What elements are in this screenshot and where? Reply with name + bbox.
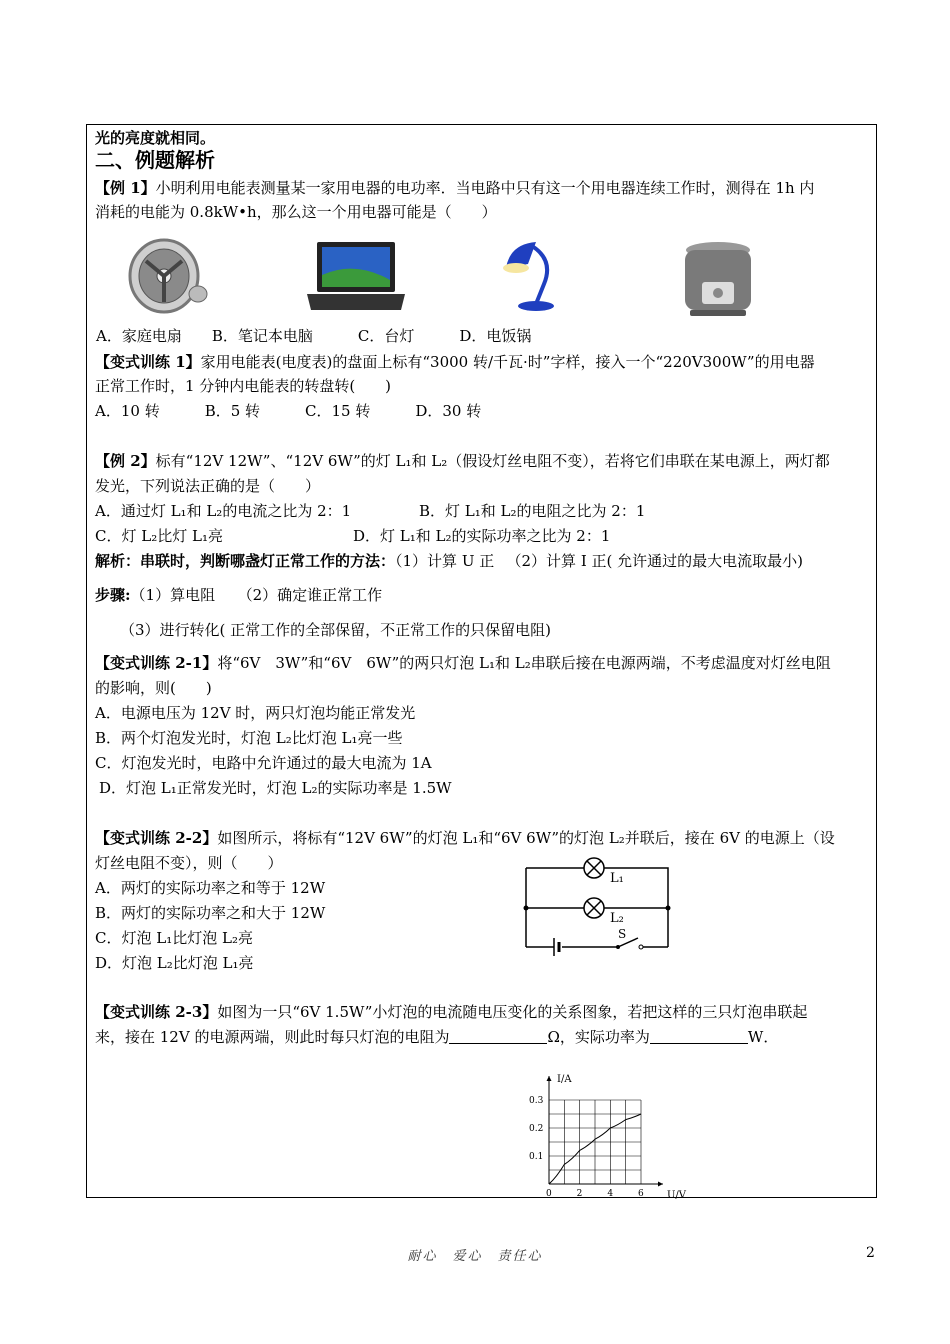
variant-2-2-option-c: C．灯泡 L₁比灯泡 L₂亮 — [95, 929, 253, 947]
example-1-options: A．家庭电扇 B．笔记本电脑 C．台灯 D．电饭锅 — [96, 327, 532, 345]
variant-1-options: A．10 转 B．5 转 C．15 转 D．30 转 — [95, 402, 482, 420]
variant-2-3-tag: 【变式训练 2-3】 — [95, 1003, 218, 1021]
iu-chart — [525, 1072, 700, 1200]
example-2-line2: 发光，下列说法正确的是（ ） — [95, 477, 321, 495]
variant-2-1-option-a: A．电源电压为 12V 时，两只灯泡均能正常发光 — [95, 704, 416, 722]
variant-2-3-text: 如图为一只“6V 1.5W”小灯泡的电流随电压变化的关系图象，若把这样的三只灯泡串联起 — [217, 1003, 808, 1021]
example-2-text: 标有“12V 12W”、“12V 6W”的灯 L₁和 L₂（假设灯丝电阻不变），若将它们串联在某电源上，两灯都 — [155, 452, 830, 470]
x-tick-label: 6 — [638, 1189, 644, 1199]
rice-cooker-image — [680, 238, 756, 322]
analysis-label: 解析：串联时，判断哪盏灯正常工作的方法： — [95, 552, 396, 570]
y-tick-label: 0.2 — [529, 1124, 544, 1134]
variant-2-1-option-c: C．灯泡发光时，电路中允许通过的最大电流为 1A — [95, 754, 432, 772]
variant-2-2-text: 如图所示，将标有“12V 6W”的灯泡 L₁和“6V 6W”的灯泡 L₂并联后，接在 6V 的电源上（设 — [217, 829, 835, 847]
variant-2-2-option-a: A．两灯的实际功率之和等于 12W — [95, 879, 326, 897]
steps-text: （1）算电阻 （2）确定谁正常工作 — [130, 586, 383, 604]
example-2-option-b: B．灯 L₁和 L₂的电阻之比为 2：1 — [419, 502, 646, 520]
variant-2-1-text: 将“6V 3W”和“6V 6W”的两只灯泡 L₁和 L₂串联后接在电源两端，不考虑温度对灯丝电阻 — [217, 654, 831, 672]
example-2-option-a: A．通过灯 L₁和 L₂的电流之比为 2：1 — [95, 502, 352, 520]
x-tick-label: 4 — [607, 1189, 614, 1199]
variant-2-2-option-b: B．两灯的实际功率之和大于 12W — [95, 904, 326, 922]
variant-2-3-line2 — [95, 1027, 778, 1047]
steps-line3: （3）进行转化( 正常工作的全部保留，不正常工作的只保留电阻) — [120, 621, 552, 639]
variant-2-2-tag: 【变式训练 2-2】 — [95, 829, 218, 847]
variant-2-3-text-c: W． — [747, 1028, 779, 1046]
footer-motto: 耐心 爱心 责任心 — [407, 1249, 543, 1264]
steps-label: 步骤: — [95, 586, 131, 604]
desk-lamp-image — [496, 234, 566, 314]
variant-2-3-text-b: Ω，实际功率为 — [547, 1028, 650, 1046]
variant-2-2-line2: 灯丝电阻不变），则（ ） — [95, 854, 283, 872]
variant-2-1-tag: 【变式训练 2-1】 — [95, 654, 218, 672]
variant-1-line1 — [95, 352, 815, 372]
y-tick-label: 0.1 — [529, 1152, 544, 1162]
variant-2-1-line2: 的影响，则( ) — [95, 679, 212, 697]
fan-image — [126, 236, 210, 316]
x-tick-label: 2 — [576, 1189, 583, 1199]
y-tick-label: 0.3 — [529, 1096, 544, 1106]
circuit-label-l1: L₁ — [610, 871, 624, 886]
variant-2-2-line1 — [95, 828, 835, 848]
example-1-line1 — [95, 178, 814, 198]
example-1-line2: 消耗的电能为 0.8kW•h，那么这一个用电器可能是（ ） — [95, 203, 497, 221]
variant-1-text: 家用电能表(电度表)的盘面上标有“3000 转/千瓦·时”字样，接入一个“220V300W”的用电器 — [200, 353, 815, 371]
variant-2-3-text-a: 来，接在 12V 的电源两端，则此时每只灯泡的电阻为 — [95, 1028, 450, 1046]
chart-xlabel: U/V — [667, 1190, 687, 1200]
laptop-image — [305, 240, 405, 312]
circuit-label-l2: L₂ — [610, 911, 624, 926]
analysis-text: （1）计算 U 正 （2）计算 I 正( 允许通过的最大电流取最小) — [395, 552, 803, 570]
variant-2-3-line1 — [95, 1002, 807, 1022]
circuit-diagram — [518, 852, 678, 960]
variant-1-line2: 正常工作时，1 分钟内电能表的转盘转( ) — [95, 377, 392, 395]
page-number: 2 — [866, 1245, 875, 1261]
section-title: 二、例题解析 — [95, 148, 215, 172]
power-blank — [650, 1029, 748, 1044]
example-2-option-c: C．灯 L₂比灯 L₁亮 — [95, 527, 223, 545]
example-1-tag: 【例 1】 — [95, 179, 156, 197]
x-tick-label: 0 — [546, 1189, 552, 1199]
resistance-blank — [449, 1029, 547, 1044]
example-1-text: 小明利用电能表测量某一家用电器的电功率．当电路中只有这一个用电器连续工作时，测得在 1h 内 — [155, 179, 815, 197]
variant-2-1-line1 — [95, 653, 831, 673]
x-axis-arrow — [658, 1182, 663, 1187]
variant-2-1-option-d: D．灯泡 L₁正常发光时，灯泡 L₂的实际功率是 1.5W — [99, 779, 452, 797]
analysis-line — [95, 551, 803, 571]
variant-2-2-option-d: D．灯泡 L₂比灯泡 L₁亮 — [95, 954, 254, 972]
example-2-option-d: D．灯 L₁和 L₂的实际功率之比为 2：1 — [353, 527, 611, 545]
chart-grid — [549, 1100, 641, 1184]
y-axis-arrow — [547, 1076, 552, 1081]
variant-2-1-option-b: B．两个灯泡发光时，灯泡 L₂比灯泡 L₁亮一些 — [95, 729, 403, 747]
circuit-label-switch: S — [618, 927, 627, 941]
intro-tail: 光的亮度就相同。 — [95, 129, 216, 147]
example-2-line1 — [95, 451, 830, 471]
example-2-tag: 【例 2】 — [95, 452, 156, 470]
steps-line — [95, 585, 382, 605]
variant-1-tag: 【变式训练 1】 — [95, 353, 201, 371]
chart-ylabel: I/A — [557, 1074, 572, 1085]
